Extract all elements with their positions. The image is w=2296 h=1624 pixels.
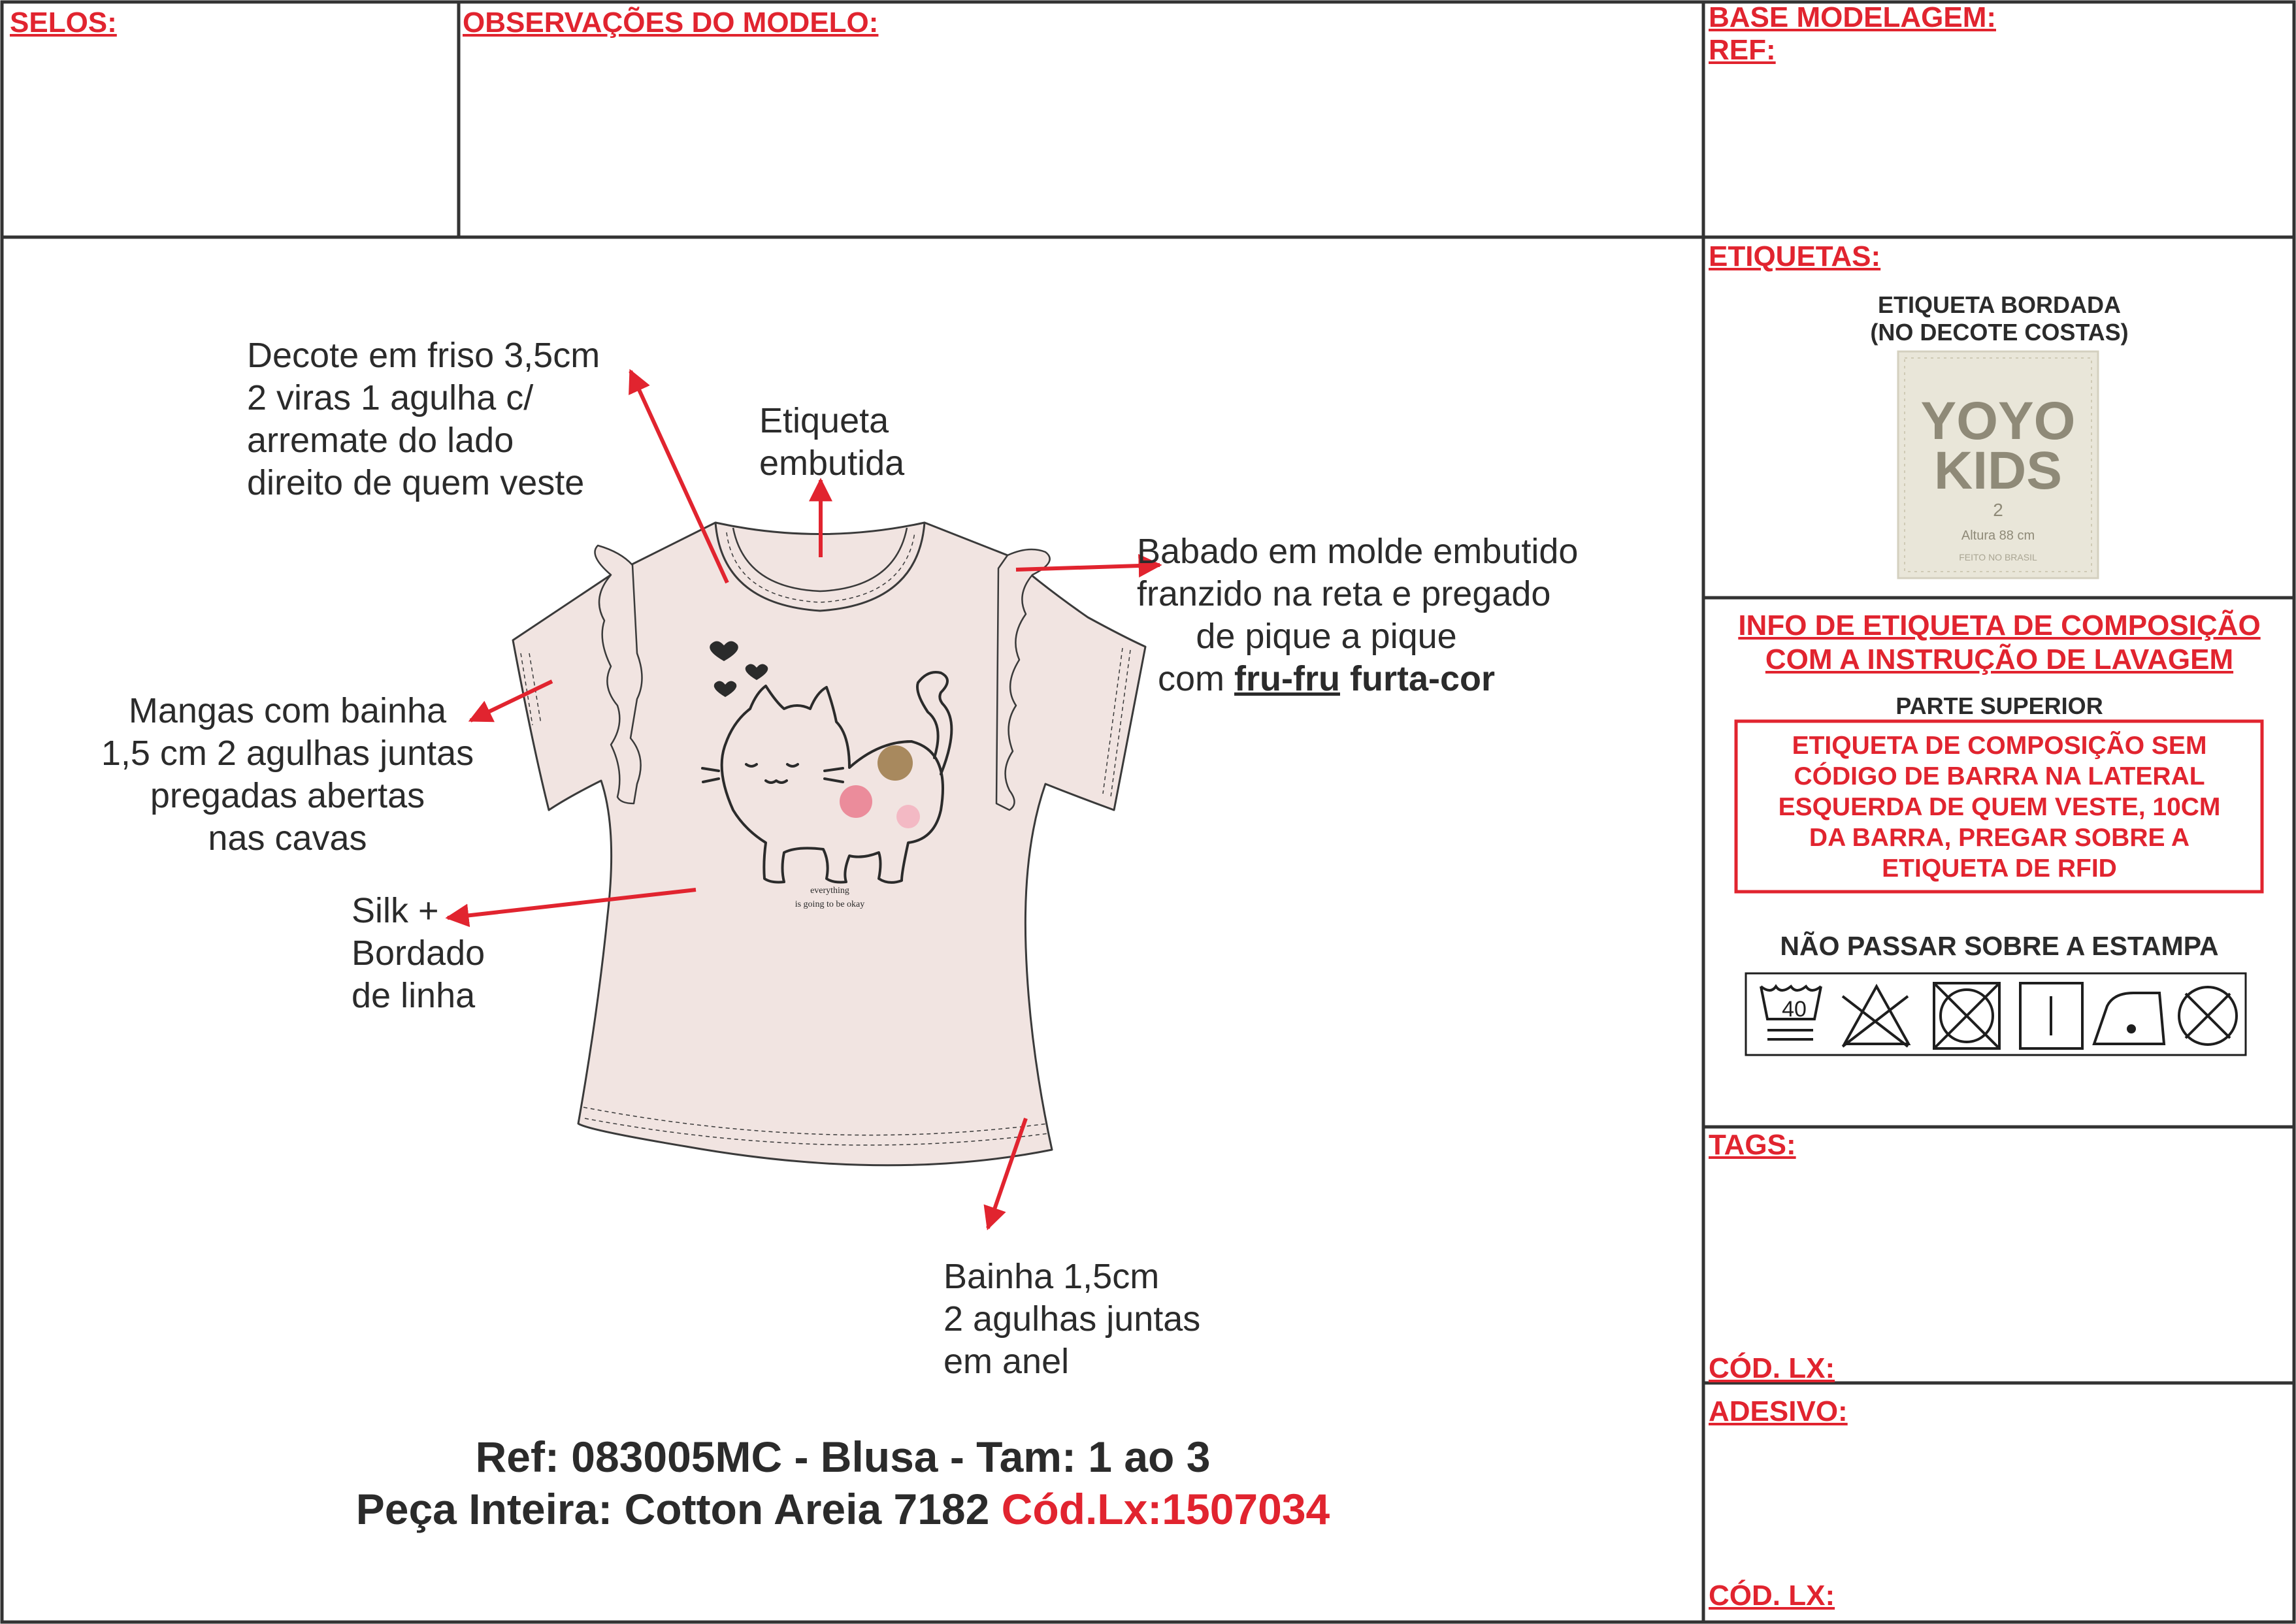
composition-line: CÓDIGO DE BARRA NA LATERAL bbox=[1794, 762, 2205, 790]
babado-note-line: franzido na reta e pregado bbox=[1137, 574, 1551, 613]
decote-note-line: Decote em friso 3,5cm bbox=[247, 336, 600, 375]
adesivo-header: ADESIVO: bbox=[1709, 1395, 1848, 1427]
cod-lx-value: Cód.Lx:1507034 bbox=[1001, 1485, 1330, 1533]
no-dry-clean-icon bbox=[2179, 987, 2237, 1045]
composition-line: DA BARRA, PREGAR SOBRE A bbox=[1809, 824, 2190, 852]
composicao-title-line: COM A INSTRUÇÃO DE LAVAGEM bbox=[1765, 643, 2234, 675]
svg-text:40: 40 bbox=[1782, 997, 1807, 1022]
babado-space bbox=[1340, 659, 1350, 698]
composition-line: ESQUERDA DE QUEM VESTE, 10CM bbox=[1778, 793, 2221, 821]
mangas-note-line: pregadas abertas bbox=[150, 776, 425, 815]
etiqueta-note-line: Etiqueta bbox=[759, 401, 889, 440]
etiqueta-bordada-line: (NO DECOTE COSTAS) bbox=[1870, 319, 2129, 346]
product-reference bbox=[229, 1431, 1457, 1535]
label-brand-yoyo: YOYO bbox=[1920, 391, 2076, 451]
silk-bordado-note bbox=[352, 890, 485, 1017]
mangas-note-line: 1,5 cm 2 agulhas juntas bbox=[101, 734, 474, 773]
babado-note-line: Babado em molde embutido bbox=[1137, 532, 1579, 571]
composition-line: ETIQUETA DE RFID bbox=[1882, 854, 2117, 883]
composicao-title-line: INFO DE ETIQUETA DE COMPOSIÇÃO bbox=[1738, 609, 2261, 641]
babado-prefix: com bbox=[1157, 659, 1235, 698]
bainha-note-line: em anel bbox=[943, 1342, 1070, 1381]
print-text-line1: everything bbox=[810, 886, 849, 896]
pompom-pink bbox=[840, 785, 872, 818]
silk-note-line: de linha bbox=[352, 976, 476, 1015]
pompom-light-pink bbox=[896, 805, 920, 828]
mangas-note-line: Mangas com bainha bbox=[128, 691, 447, 730]
no-bleach-icon bbox=[1843, 986, 1909, 1047]
observacoes-header: OBSERVAÇÕES DO MODELO: bbox=[463, 7, 879, 39]
print-text-line2: is going to be okay bbox=[795, 900, 865, 909]
label-brand-kids: KIDS bbox=[1934, 441, 2062, 500]
frufru-text: fru-fru bbox=[1234, 659, 1340, 698]
line-dry-icon bbox=[2020, 983, 2082, 1048]
furta-cor-text: furta-cor bbox=[1349, 659, 1495, 698]
parte-superior-label: PARTE SUPERIOR bbox=[1895, 692, 2103, 719]
ref-line-1: Ref: 083005MC - Blusa - Tam: 1 ao 3 bbox=[475, 1433, 1211, 1481]
composition-line: ETIQUETA DE COMPOSIÇÃO SEM bbox=[1792, 732, 2207, 760]
decote-note-line: direito de quem veste bbox=[247, 463, 585, 502]
babado-note-line: de pique a pique bbox=[1196, 617, 1457, 656]
no-tumble-dry-icon bbox=[1934, 983, 1999, 1048]
etiqueta-note-line: embutida bbox=[759, 444, 905, 483]
woven-label-image bbox=[1898, 351, 2098, 578]
composicao-title bbox=[1705, 609, 2293, 677]
bainha-note-line: 2 agulhas juntas bbox=[943, 1299, 1201, 1339]
bainha-note-line: Bainha 1,5cm bbox=[943, 1257, 1160, 1296]
pompom-gold bbox=[877, 745, 913, 781]
wash-40-icon bbox=[1761, 986, 1821, 1039]
base-modelagem-header: BASE MODELAGEM: bbox=[1709, 1, 1996, 33]
fabric-text: Peça Inteira: Cotton Areia 7182 bbox=[355, 1485, 1002, 1533]
etiqueta-embutida-note bbox=[759, 400, 904, 485]
decote-note-line: arremate do lado bbox=[247, 421, 514, 460]
etiqueta-bordada-title bbox=[1705, 291, 2293, 346]
selos-header: SELOS: bbox=[10, 7, 117, 39]
silk-note-line: Silk + bbox=[352, 891, 439, 930]
babado-note bbox=[1137, 530, 1579, 700]
etiquetas-header: ETIQUETAS: bbox=[1709, 240, 1881, 272]
label-size: 2 bbox=[1993, 500, 2003, 520]
mangas-note bbox=[72, 690, 503, 860]
babado-note-line-4 bbox=[1137, 658, 1516, 700]
care-symbols bbox=[1746, 973, 2246, 1055]
etiqueta-bordada-line: ETIQUETA BORDADA bbox=[1878, 291, 2121, 318]
label-origin: FEITO NO BRASIL bbox=[1959, 552, 2037, 562]
composition-instructions bbox=[1738, 730, 2261, 884]
decote-note-line: 2 viras 1 agulha c/ bbox=[247, 378, 534, 417]
tags-header: TAGS: bbox=[1709, 1129, 1796, 1161]
cod-lx-tags-label: CÓD. LX: bbox=[1709, 1352, 1835, 1384]
tshirt-sketch bbox=[513, 523, 1145, 1165]
silk-note-line: Bordado bbox=[352, 934, 485, 973]
bainha-note bbox=[943, 1256, 1200, 1383]
ref-header: REF: bbox=[1709, 34, 1776, 66]
cod-lx-adesivo-label: CÓD. LX: bbox=[1709, 1580, 1835, 1612]
nao-passar-warning: NÃO PASSAR SOBRE A ESTAMPA bbox=[1780, 931, 2219, 961]
mangas-note-line: nas cavas bbox=[208, 819, 367, 858]
label-height: Altura 88 cm bbox=[1961, 528, 2035, 543]
ref-line-2 bbox=[229, 1483, 1457, 1535]
decote-note bbox=[247, 334, 600, 504]
iron-low-icon bbox=[2094, 993, 2164, 1044]
